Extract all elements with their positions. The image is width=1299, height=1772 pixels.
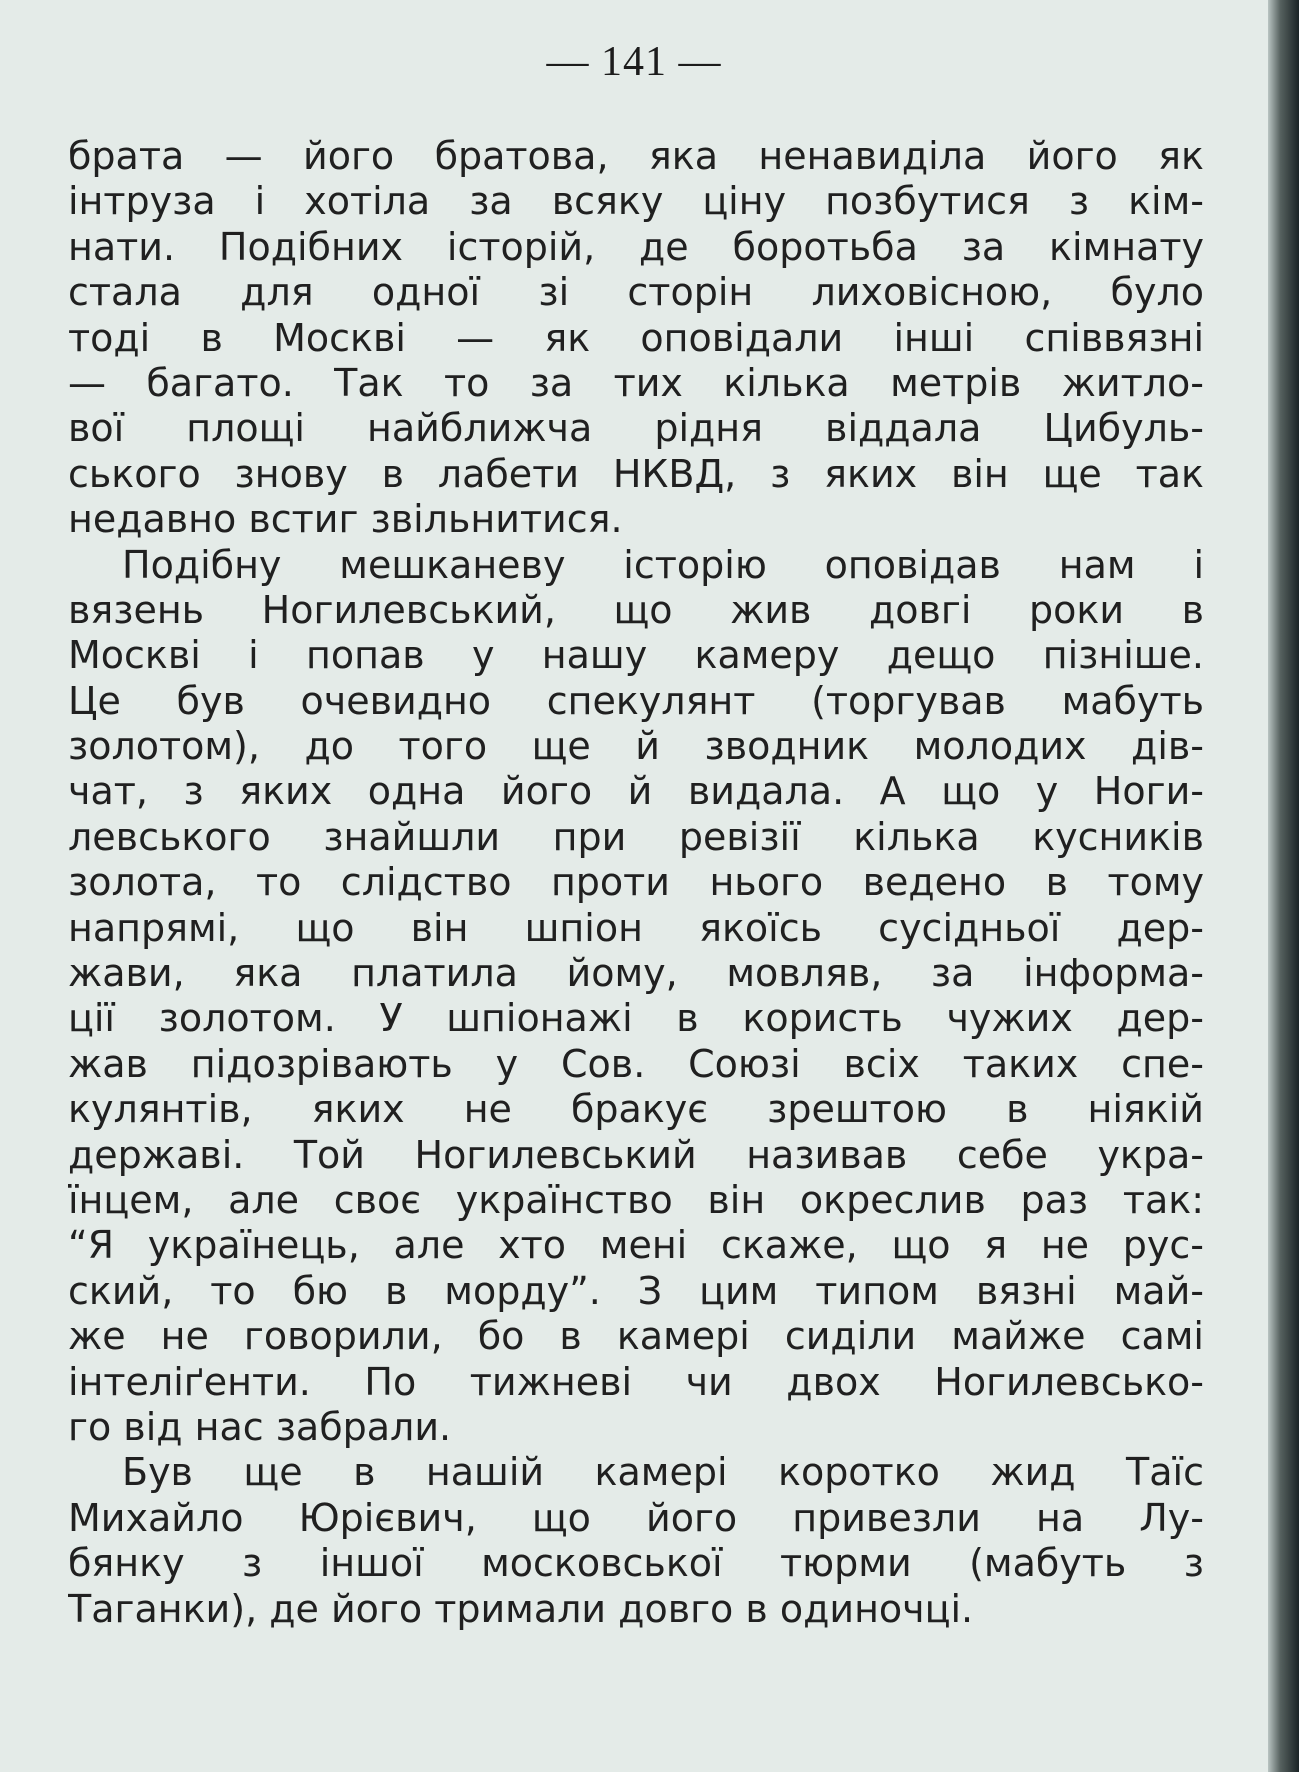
- text-line: недавно встиг звільнитися.: [68, 497, 623, 542]
- text-line: вої площі найближча рідня віддала Цибуль-: [68, 406, 1204, 451]
- text-line: кулянтів, яких не бракує зрештою в ніякій: [68, 1087, 1204, 1132]
- paragraph: [68, 543, 1204, 1451]
- text-line: їнцем, але своє українство він окреслив раз так:: [68, 1177, 1204, 1222]
- text-line: інтруза і хотіла за всяку ціну позбутися з кім-: [68, 179, 1204, 224]
- text-line: левського знайшли при ревізії кілька кусників: [68, 814, 1204, 859]
- text-line: ського знову в лабети НКВД, з яких він ще так: [68, 451, 1204, 496]
- page-edge: [1268, 0, 1299, 1772]
- text-line: вязень Ногилевський, що жив довгі роки в: [68, 587, 1204, 632]
- text-line: — багато. Так то за тих кілька метрів житло-: [68, 360, 1204, 405]
- text-line: тоді в Москві — як оповідали інші співвязні: [68, 315, 1204, 360]
- text-line: нати. Подібних історій, де боротьба за кімнату: [68, 224, 1204, 269]
- text-line: Це був очевидно спекулянт (торгував мабуть: [68, 678, 1204, 723]
- text-line: ский, то бю в морду”. З цим типом вязні май-: [68, 1268, 1204, 1313]
- text-line: же не говорили, бо в камері сиділи майже самі: [68, 1314, 1204, 1359]
- body-text: [68, 134, 1204, 1632]
- text-line: чат, з яких одна його й видала. А що у Ноги-: [68, 769, 1204, 814]
- text-line: напрямі, що він шпіон якоїсь сусідньої дер-: [68, 905, 1204, 950]
- text-line: стала для одної зі сторін лиховісною, було: [68, 270, 1204, 315]
- text-line: Москві і попав у нашу камеру дещо пізніше.: [68, 633, 1204, 678]
- text-line: Михайло Юрієвич, що його привезли на Лу-: [68, 1495, 1204, 1540]
- text-line: жави, яка платила йому, мовляв, за інформа-: [68, 951, 1204, 996]
- text-line: го від нас забрали.: [68, 1404, 452, 1449]
- paragraph: [68, 1450, 1204, 1632]
- text-line: “Я українець, але хто мені скаже, що я не рус-: [68, 1223, 1204, 1268]
- text-line: Таганки), де його тримали довго в одиночці.: [68, 1586, 974, 1631]
- text-line: золота, то слідство проти нього ведено в тому: [68, 860, 1204, 905]
- text-line: жав підозрівають у Сов. Союзі всіх таких спе-: [68, 1041, 1204, 1086]
- paragraph: [68, 134, 1204, 543]
- page-number: — 141 —: [546, 39, 722, 85]
- text-line: ції золотом. У шпіонажі в користь чужих дер-: [68, 996, 1204, 1041]
- text-line: золотом), до того ще й зводник молодих дів-: [68, 724, 1204, 769]
- text-line: інтеліґенти. По тижневі чи двох Ногилевсько-: [68, 1359, 1204, 1404]
- text-line: Був ще в нашій камері коротко жид Таїс: [122, 1450, 1204, 1495]
- text-line: державі. Той Ногилевський називав себе укра-: [68, 1132, 1204, 1177]
- text-line: брата — його братова, яка ненавиділа його як: [68, 134, 1204, 178]
- text-line: бянку з іншої московської тюрми (мабуть з: [68, 1541, 1204, 1586]
- text-line: Подібну мешканеву історію оповідав нам і: [122, 542, 1204, 587]
